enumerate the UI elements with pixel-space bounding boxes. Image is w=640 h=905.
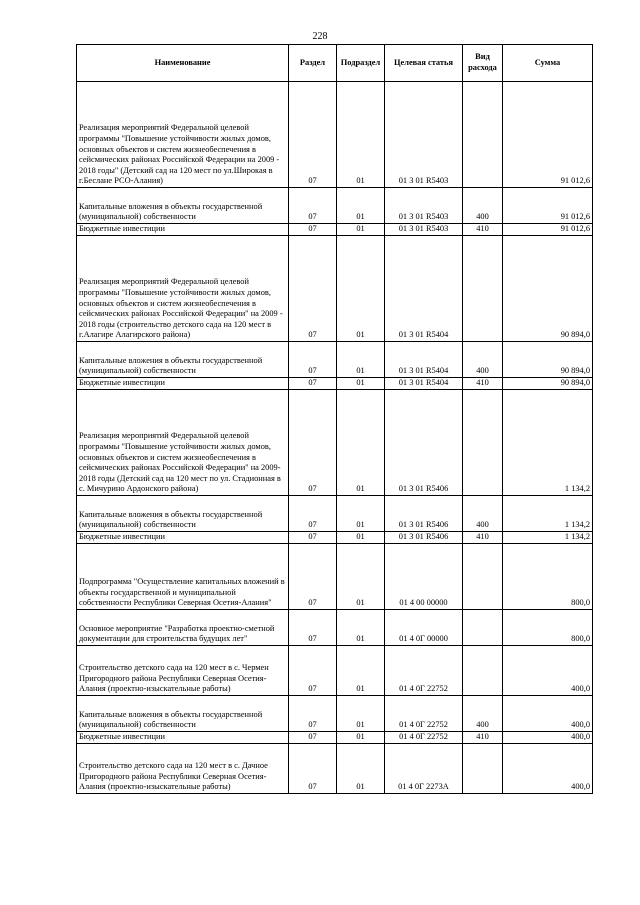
table-row [77,82,593,188]
row-subsection: 01 [337,732,385,744]
row-sum: 91 012,6 [503,188,593,224]
table-row [77,744,593,794]
row-expense-type [463,544,503,610]
row-sum: 91 012,6 [503,224,593,236]
header-expense-type: Вид расхода [463,45,503,82]
header-section: Раздел [289,45,337,82]
row-expense-type [463,646,503,696]
row-sum: 400,0 [503,732,593,744]
row-expense-type: 400 [463,696,503,732]
row-subsection: 01 [337,696,385,732]
row-subsection: 01 [337,82,385,188]
row-subsection: 01 [337,744,385,794]
table-row [77,236,593,342]
table-header-row [77,45,593,82]
row-name: Основное мероприятие "Разработка проектно-сметной документации для строительства будущих лет" [77,610,289,646]
row-target-article: 01 3 01 R5404 [385,342,463,378]
row-name: Бюджетные инвестиции [77,224,289,236]
row-section: 07 [289,378,337,390]
table-row [77,696,593,732]
row-target-article: 01 4 00 00000 [385,544,463,610]
row-name: Реализация мероприятий Федеральной целевой программы "Повышение устойчивости жилых домов, основных объектов и систем жизнеобеспечения в сейсмических районах Российской Федерации на 2009 - 2018 годы" (Детский сад на 120 мест по ул.Широкая в г.Беслане РСО-Алания) [77,82,289,188]
row-section: 07 [289,390,337,496]
row-subsection: 01 [337,378,385,390]
row-name: Бюджетные инвестиции [77,532,289,544]
row-sum: 800,0 [503,610,593,646]
row-subsection: 01 [337,544,385,610]
row-subsection: 01 [337,224,385,236]
row-target-article: 01 3 01 R5403 [385,188,463,224]
row-expense-type: 410 [463,532,503,544]
row-name: Бюджетные инвестиции [77,378,289,390]
row-target-article: 01 4 0Г 2273А [385,744,463,794]
header-subsection: Подраздел [337,45,385,82]
row-name: Реализация мероприятий Федеральной целевой программы "Повышение устойчивости жилых домов, основных объектов и систем жизнеобеспечения в сейсмических районах Российской Федерации" на 2009-2018 годы (Детский сад на 120 мест по ул. Стадионная в с. Мичурино Ардонского района) [77,390,289,496]
row-name: Подпрограмма "Осуществление капитальных вложений в объекты государственной и муниципальной собственности Республики Северная Осетия-Алания" [77,544,289,610]
row-sum: 1 134,2 [503,532,593,544]
table-row [77,496,593,532]
table-row [77,532,593,544]
row-target-article: 01 3 01 R5406 [385,390,463,496]
row-sum: 400,0 [503,744,593,794]
row-section: 07 [289,496,337,532]
row-section: 07 [289,532,337,544]
row-expense-type [463,610,503,646]
row-target-article: 01 3 01 R5403 [385,82,463,188]
row-section: 07 [289,82,337,188]
row-name: Капитальные вложения в объекты государственной (муниципальной) собственности [77,342,289,378]
row-sum: 400,0 [503,696,593,732]
row-expense-type: 400 [463,342,503,378]
row-sum: 90 894,0 [503,342,593,378]
row-sum: 91 012,6 [503,82,593,188]
row-name: Реализация мероприятий Федеральной целевой программы "Повышение устойчивости жилых домов, основных объектов и систем жизнеобеспечения в сейсмических районах Российской Федерации" на 2009 - 2018 годы (строительство детского сада на 120 мест в г.Алагире Алагирского района) [77,236,289,342]
row-expense-type: 400 [463,496,503,532]
row-sum: 90 894,0 [503,378,593,390]
row-sum: 800,0 [503,544,593,610]
row-target-article: 01 3 01 R5404 [385,378,463,390]
row-subsection: 01 [337,390,385,496]
row-sum: 90 894,0 [503,236,593,342]
row-target-article: 01 4 0Г 22752 [385,732,463,744]
header-target-article: Целевая статья [385,45,463,82]
row-target-article: 01 3 01 R5404 [385,236,463,342]
row-subsection: 01 [337,496,385,532]
row-expense-type: 400 [463,188,503,224]
row-target-article: 01 3 01 R5406 [385,532,463,544]
table-row [77,544,593,610]
row-expense-type [463,82,503,188]
row-section: 07 [289,696,337,732]
row-name: Строительство детского сада на 120 мест в с. Чермен Пригородного района Республики Северная Осетия-Алания (проектно-изыскательные работы) [77,646,289,696]
row-expense-type: 410 [463,378,503,390]
row-section: 07 [289,744,337,794]
row-name: Капитальные вложения в объекты государственной (муниципальной) собственности [77,696,289,732]
row-section: 07 [289,236,337,342]
table-row [77,342,593,378]
row-name: Капитальные вложения в объекты государственной (муниципальной) собственности [77,188,289,224]
page-number: 228 [312,31,328,42]
row-sum: 1 134,2 [503,496,593,532]
row-target-article: 01 4 0Г 22752 [385,646,463,696]
table-row [77,188,593,224]
row-expense-type: 410 [463,732,503,744]
row-target-article: 01 3 01 R5406 [385,496,463,532]
row-target-article: 01 4 0Г 22752 [385,696,463,732]
header-name: Наименование [77,45,289,82]
row-subsection: 01 [337,532,385,544]
row-subsection: 01 [337,342,385,378]
row-section: 07 [289,732,337,744]
row-target-article: 01 3 01 R5403 [385,224,463,236]
row-section: 07 [289,610,337,646]
row-subsection: 01 [337,610,385,646]
row-expense-type: 410 [463,224,503,236]
row-expense-type [463,390,503,496]
row-expense-type [463,236,503,342]
table-row [77,610,593,646]
table-row [77,224,593,236]
row-name: Капитальные вложения в объекты государственной (муниципальной) собственности [77,496,289,532]
row-sum: 400,0 [503,646,593,696]
row-subsection: 01 [337,188,385,224]
header-sum: Сумма [503,45,593,82]
table-row [77,390,593,496]
row-name: Строительство детского сада на 120 мест в с. Дачное Пригородного района Республики Северная Осетия-Алания (проектно-изыскательные работы) [77,744,289,794]
row-section: 07 [289,646,337,696]
row-sum: 1 134,2 [503,390,593,496]
budget-table [76,44,593,794]
row-subsection: 01 [337,646,385,696]
row-expense-type [463,744,503,794]
row-section: 07 [289,224,337,236]
row-name: Бюджетные инвестиции [77,732,289,744]
row-section: 07 [289,188,337,224]
row-section: 07 [289,342,337,378]
row-subsection: 01 [337,236,385,342]
table-row [77,732,593,744]
row-section: 07 [289,544,337,610]
table-row [77,378,593,390]
table-row [77,646,593,696]
row-target-article: 01 4 0Г 00000 [385,610,463,646]
